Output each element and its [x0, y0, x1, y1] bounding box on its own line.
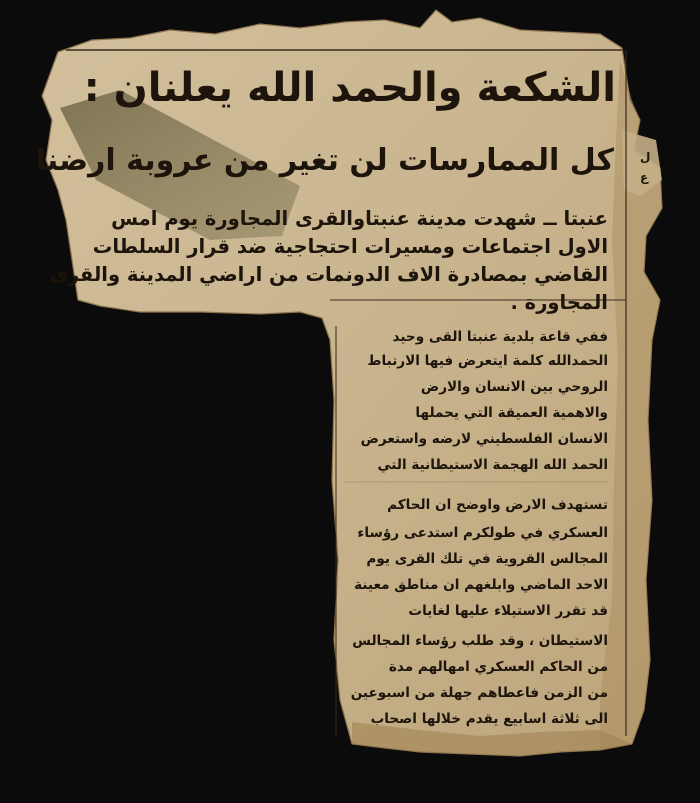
column-line-4: والاهمية العميقة التي يحملها	[415, 405, 608, 421]
column-line-7: تستهدف الارض واوضح ان الحاكم	[387, 497, 608, 513]
headline: الشكعة والحمد الله يعلنان :	[83, 65, 616, 111]
lead-line-3: القاضي بمصادرة الاف الدونمات من اراضي المدينة والقرى	[49, 263, 608, 286]
adjacent-fragment-1: ل	[640, 150, 651, 164]
lead-line-2: الاول اجتماعات ومسيرات احتجاجية ضد قرار السلطات	[92, 235, 608, 258]
lead-line-1: عنبتا ــ شهدت مدينة عنبتاوالقرى المجاورة يوم امس	[111, 207, 608, 230]
column-line-5: الانسان الفلسطيني لارضه واستعرض	[360, 431, 608, 447]
subheadline: كل الممارسات لن تغير من عروبة ارضنا	[35, 143, 614, 178]
column-line-6: الحمد الله الهجمة الاستيطانية التي	[377, 457, 608, 473]
column-line-11: قد تقرر الاستيلاء عليها لغايات	[408, 603, 608, 619]
column-line-3: الروحي بين الانسان والارض	[420, 379, 608, 395]
column-line-12: الاستيطان ، وقد طلب رؤساء المجالس	[352, 633, 608, 649]
column-line-9: المجالس القروية في تلك القرى يوم	[366, 551, 608, 567]
adjacent-fragment-2: ع	[640, 170, 649, 184]
column-line-10: الاحد الماضي وابلغهم ان مناطق معينة	[354, 577, 608, 593]
column-line-8: العسكري في طولكرم استدعى رؤساء	[357, 525, 608, 541]
column-line-15: الى ثلاثة اسابيع يقدم خلالها اصحاب	[370, 711, 608, 727]
column-line-14: من الزمن فاعطاهم جهلة من اسبوعين	[350, 685, 608, 701]
column-line-1: ففي قاعة بلدية عنبتا القى وحيد	[392, 329, 608, 345]
lead-line-4: المجاورة .	[510, 291, 608, 314]
column-line-2: الحمدالله كلمة ايتعرض فيها الارتباط	[367, 353, 608, 369]
column-line-13: من الحاكم العسكري امهالهم مدة	[388, 659, 608, 675]
